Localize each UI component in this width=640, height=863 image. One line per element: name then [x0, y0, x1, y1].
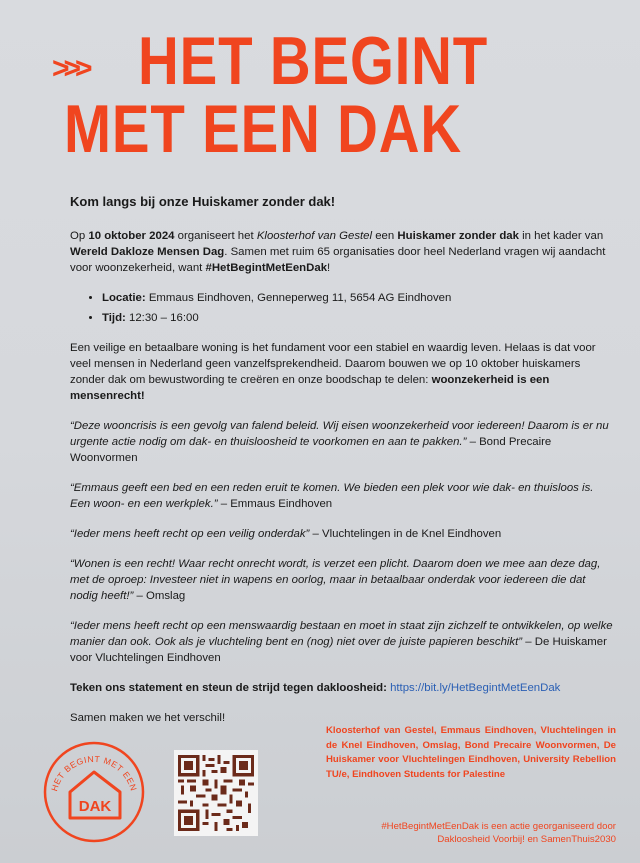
- location-label: Locatie:: [102, 292, 146, 304]
- event-details-list: [88, 290, 614, 326]
- quote-text: “Wonen is een recht! Waar recht onrecht wordt, is verzet een plicht. Daarom doen we mee aan deze dag, met de oproep: Investeer niet in wapens en oorlog, maar in betaalbaar onderdak voor iedereen die dat nodig heeft!”: [70, 558, 601, 602]
- qr-code-icon: [178, 754, 254, 832]
- body-bold-text: woonzekerheid is een mensenrecht!: [70, 374, 550, 402]
- time-value: 12:30 – 16:00: [125, 312, 199, 324]
- day-name: Wereld Dakloze Mensen Dag: [70, 246, 225, 258]
- event-name: Huiskamer zonder dak: [397, 230, 519, 242]
- intro-paragraph: [70, 228, 614, 276]
- location-item: [102, 290, 614, 306]
- quote-author: – Omslag: [133, 590, 186, 602]
- headline-line-1: HET BEGINT: [138, 23, 489, 99]
- quote-text: “Deze wooncrisis is een gevolg van falend beleid. Wij eisen woonzekerheid voor iedereen! Daarom is er nu urgente actie nodig om dak- en thuisloosheid te voorkomen en aan te pakken.”: [70, 420, 609, 448]
- quote-1: [70, 418, 614, 466]
- organisers-list: Kloosterhof van Gestel, Emmaus Eindhoven, Vluchtelingen in de Knel Eindhoven, Omslag, Bond Precaire Woonvormen, De Huiskamer voor Vluchtelingen Eindhoven, University Rebellion TU/e, Eindhoven Students for Palestine: [326, 725, 616, 780]
- quote-author: – Emmaus Eindhoven: [217, 498, 333, 510]
- closing-line: Samen maken we het verschil!: [70, 712, 226, 724]
- quote-4: [70, 556, 614, 604]
- poster-content: [66, 194, 614, 740]
- quote-5: [70, 618, 614, 666]
- quote-3: [70, 526, 614, 542]
- footer-note: [326, 820, 616, 846]
- quote-author: – De Huiskamer voor Vluchtelingen Eindhoven: [70, 636, 607, 664]
- quote-text: “Emmaus geeft een bed en een reden eruit te komen. We bieden een plek voor wie dak- en thuisloos is. Een woon- en een werkplek.”: [70, 482, 594, 510]
- intro-text: organiseert het: [174, 230, 257, 242]
- hashtag: #HetBegintMetEenDak: [205, 262, 328, 274]
- het-begint-met-een-dak-logo: [42, 740, 146, 844]
- footer-line-2: Dakloosheid Voorbij! en SamenThuis2030: [437, 834, 616, 845]
- subtitle: Kom langs bij onze Huiskamer zonder dak!: [70, 194, 336, 209]
- quote-text: “Ieder mens heeft recht op een veilig onderdak”: [70, 528, 310, 540]
- intro-text: . Samen met ruim 65 organisaties door heel Nederland vragen wij aandacht voor woonzekerheid, want: [70, 246, 606, 274]
- time-item: [102, 310, 614, 326]
- cta-text: Teken ons statement en steun de strijd tegen dakloosheid:: [70, 682, 391, 694]
- time-label: Tijd:: [102, 312, 126, 324]
- location-value: Emmaus Eindhoven, Genneperweg 11, 5654 AG Eindhoven: [145, 292, 452, 304]
- intro-text: een: [372, 230, 398, 242]
- host-organisation: Kloosterhof van Gestel: [256, 230, 373, 242]
- footer-line-1: #HetBegintMetEenDak is een actie georganiseerd door: [381, 821, 616, 832]
- call-to-action: [70, 680, 614, 696]
- intro-text: in het kader van: [518, 230, 604, 242]
- intro-text: !: [327, 262, 331, 274]
- qr-code[interactable]: [174, 750, 258, 836]
- quote-text: “Ieder mens heeft recht op een menswaardig bestaan en moet in staat zijn zichzelf te ontwikkelen, op welke manier dan ook. Ook als je vluchteling bent en (nog) niet over de juiste papieren beschikt”: [70, 620, 613, 648]
- statement-link[interactable]: https://bit.ly/HetBegintMetEenDak: [390, 682, 561, 694]
- quote-author: – Bond Precaire Woonvormen: [70, 436, 552, 464]
- logo-house-text: DAK: [78, 798, 112, 815]
- chevron-arrows-icon: >>>: [52, 52, 87, 85]
- event-date: 10 oktober 2024: [88, 230, 175, 242]
- quote-2: [70, 480, 614, 512]
- quote-author: – Vluchtelingen in de Knel Eindhoven: [309, 528, 502, 540]
- headline-line-2: MET EEN DAK: [64, 91, 462, 167]
- intro-text: Op: [70, 230, 89, 242]
- body-paragraph: [70, 340, 614, 404]
- logo-ring-text: HET BEGINT MET EEN: [49, 753, 139, 793]
- body-text: Een veilige en betaalbare woning is het fundament voor een stabiel en waardig leven. Helaas is dat voor veel mensen in Nederland geen vanzelfsprekendheid. Daarom bouwen we op 10 oktober huiskamers zonder dak om bewustwording te creëren en onze boodschap te delen:: [70, 342, 596, 386]
